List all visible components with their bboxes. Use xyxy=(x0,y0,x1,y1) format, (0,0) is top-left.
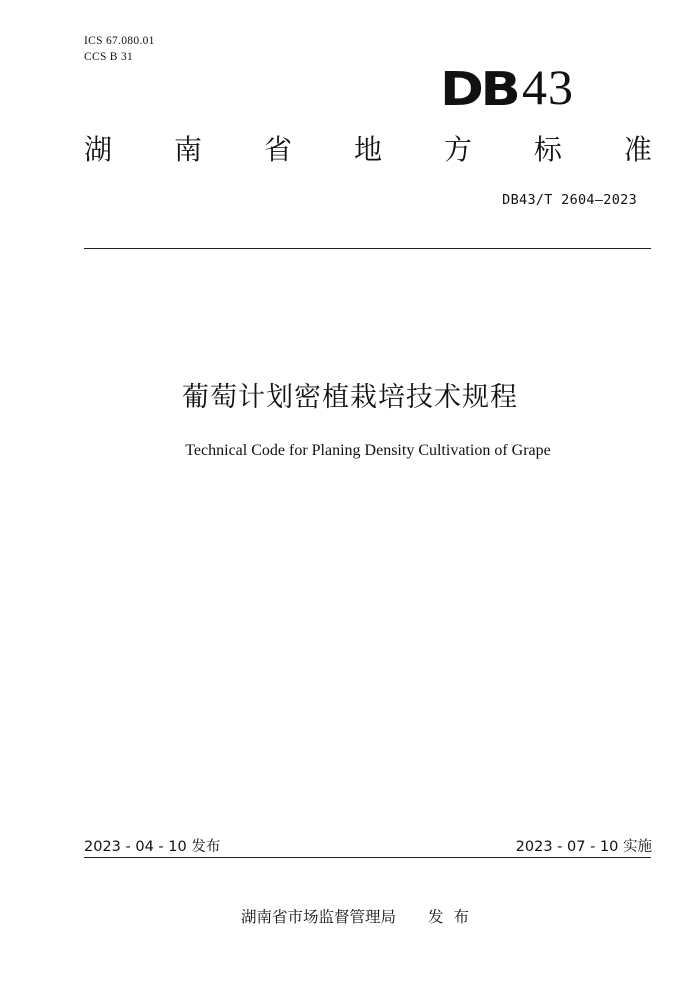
publisher-line xyxy=(0,905,700,927)
db-number: 43 xyxy=(522,59,574,115)
db-logo xyxy=(440,59,574,116)
ccs-code: CCS B 31 xyxy=(84,51,134,63)
standard-type-char: 方 xyxy=(443,133,472,166)
ics-code: ICS 67.080.01 xyxy=(84,35,155,47)
standard-type-char: 地 xyxy=(353,133,382,166)
document-title-en: Technical Code for Planing Density Cultivation of Grape xyxy=(185,442,551,459)
standard-type-char: 湖 xyxy=(84,133,113,166)
issue-date: 2023 - 04 - 10 发布 xyxy=(84,839,221,855)
standard-number: DB43/T 2604—2023 xyxy=(502,192,637,208)
standard-type-char: 准 xyxy=(623,133,652,166)
standard-type-char: 南 xyxy=(173,133,202,166)
classification-codes xyxy=(84,33,155,65)
standard-type-char: 省 xyxy=(263,133,292,166)
top-divider xyxy=(84,248,651,249)
implementation-date: 2023 - 07 - 10 实施 xyxy=(515,839,652,855)
bottom-divider xyxy=(84,857,651,858)
db-mark: DB xyxy=(440,62,518,116)
document-title-zh: 葡萄计划密植栽培技术规程 xyxy=(182,382,518,413)
standard-type-heading xyxy=(84,132,652,168)
publish-label: 发布 xyxy=(428,908,480,926)
publisher-name: 湖南省市场监督管理局 xyxy=(240,908,396,926)
standard-type-char: 标 xyxy=(533,133,562,166)
